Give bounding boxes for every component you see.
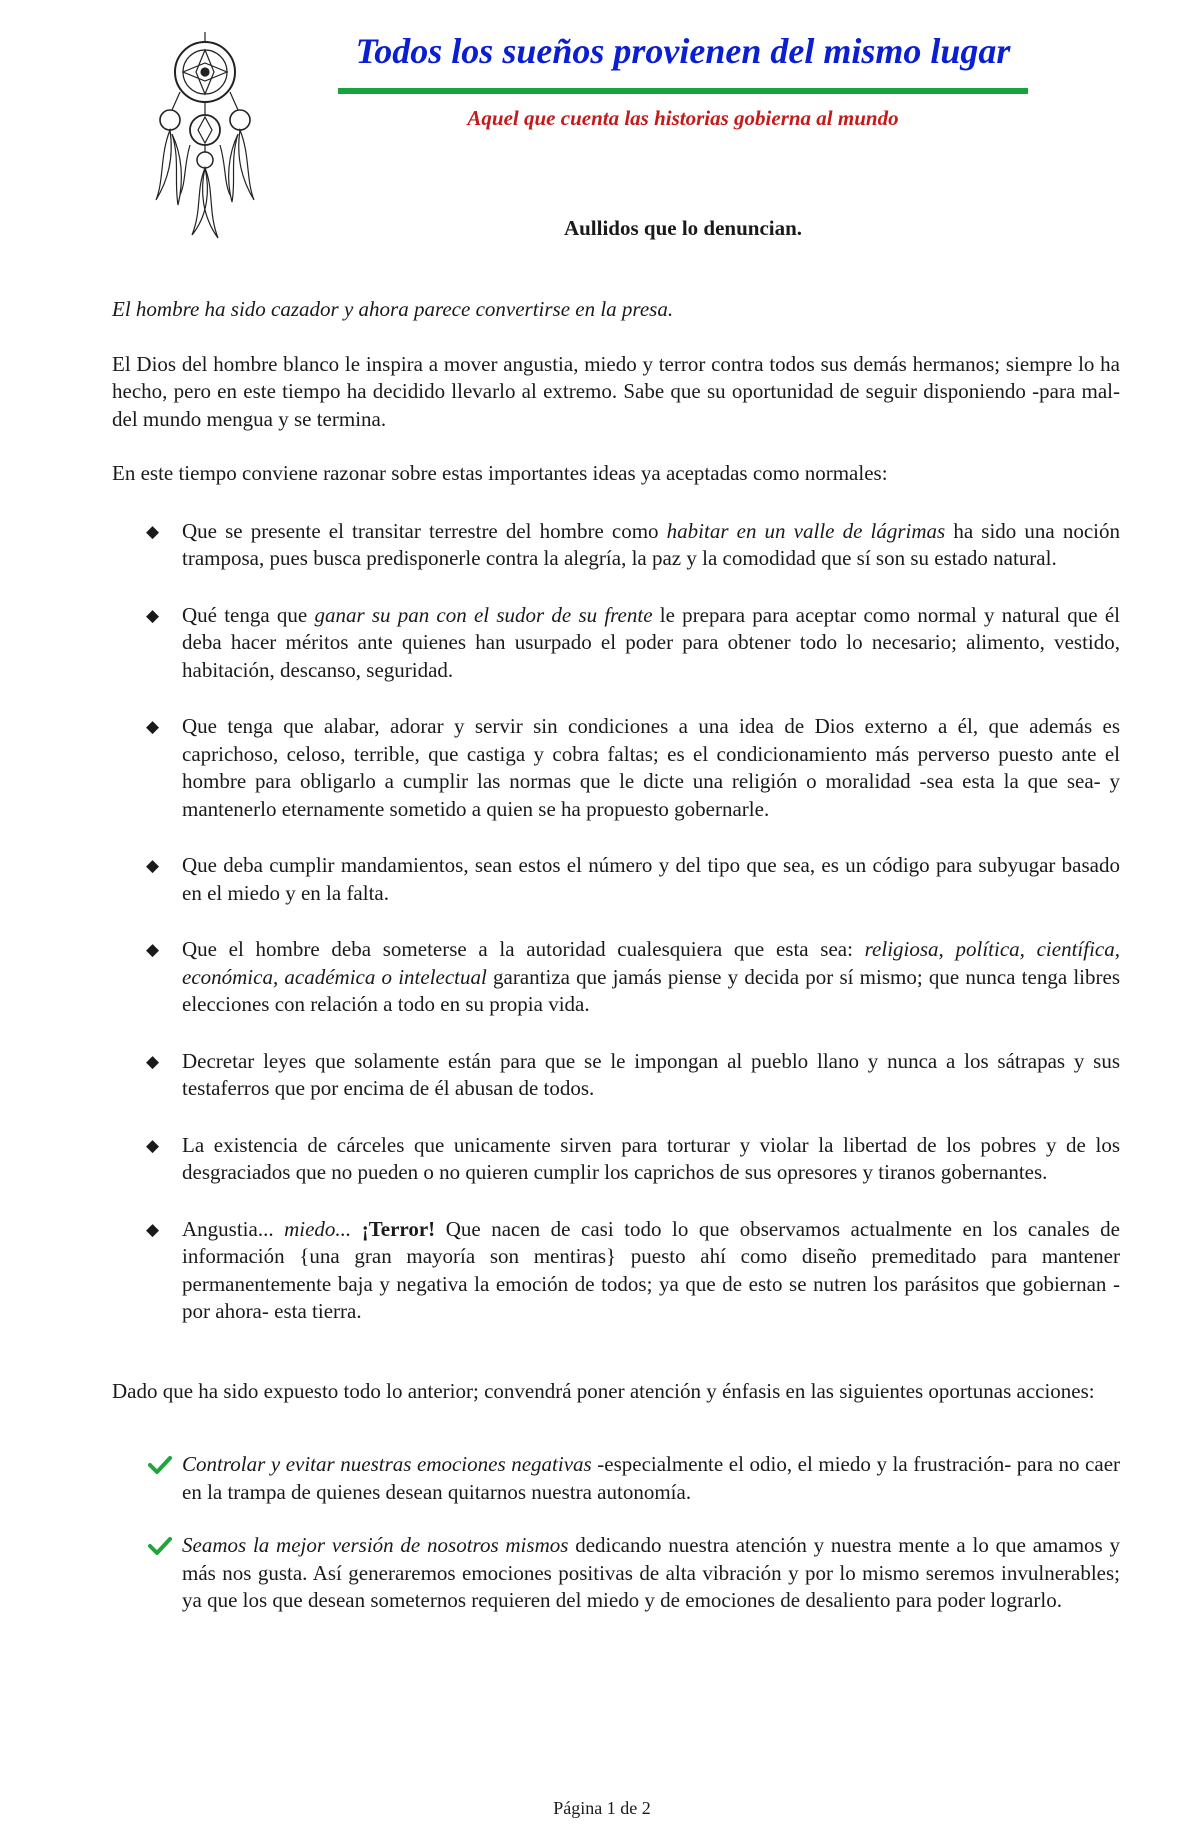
diamond-bullet-icon: ◆: [146, 1219, 160, 1239]
list-item: ◆ Que el hombre deba someterse a la autoridad cualesquiera que esta sea: religiosa, política, científica, económica, académica o intelectual garantiza que jamás piense y decida por sí mismo; que nunca tenga libres elecciones con relación a todo en su propia vida.: [146, 937, 1120, 1016]
intro-paragraph: El hombre ha sido cazador y ahora parece convertirse en la presa.: [112, 297, 674, 321]
list-item: ◆ Que deba cumplir mandamientos, sean estos el número y del tipo que sea, es un código para subyugar basado en el miedo y en la falta.: [146, 853, 1120, 905]
diamond-bullet-icon: ◆: [146, 1135, 160, 1155]
list-item: ◆ Qué tenga que ganar su pan con el sudor de su frente le prepara para aceptar como normal y natural que él deba hacer méritos ante quienes han usurpado el poder para obtener todo lo necesario; alimento, vestido, habitación, descanso, seguridad.: [146, 602, 1120, 682]
document-body: [112, 296, 1120, 1641]
diamond-bullet-icon: ◆: [146, 1051, 160, 1071]
site-tagline: Aquel que cuenta las historias gobierna al mundo: [467, 106, 899, 130]
list-item: ◆ Que tenga que alabar, adorar y servir sin condiciones a una idea de Dios externo a él, que además es caprichoso, celoso, terrible, que castiga y cobra faltas; es el condicionamiento más perverso puesto ante el hombre para obligarlo a cumplir las normas que le dicte una religión o moralidad -sea esta la que sea- y mantenerlo eternamente sometido a quien se ha propuesto gobernarle.: [146, 714, 1120, 821]
list-item: Seamos la mejor versión de nosotros mismos dedicando nuestra atención y nuestra mente a lo que amamos y más nos gusta. Así generaremos emociones positivas de alta vibración y por lo mismo seremos invulnerables; ya que los que desean someternos requieren del miedo y de emociones de desaliento para poder lograrlo.: [112, 1532, 1120, 1615]
list-item: ◆ La existencia de cárceles que unicamente sirven para torturar y violar la libertad de los pobres y de los desgraciados que no pueden o no quieren cumplir los caprichos de sus opresores y tiranos gobernantes.: [146, 1132, 1120, 1184]
list-item: ◆ Que se presente el transitar terrestre del hombre como habitar en un valle de lágrimas ha sido una noción tramposa, pues busca predisponerle contra la alegría, la paz y la comodidad que sí son su estado natural.: [146, 518, 1120, 570]
page-number: Página 1 de 2: [553, 1798, 651, 1818]
diamond-bullet-icon: ◆: [146, 856, 160, 875]
list-item: ◆ Decretar leyes que solamente están para que se le impongan al pueblo llano y nunca a los sátrapas y sus testaferros que por encima de él abusan de todos.: [146, 1048, 1120, 1100]
diamond-bullet-icon: ◆: [146, 521, 160, 541]
checkmark-icon: [148, 1537, 172, 1555]
checkmark-icon: [148, 1456, 172, 1474]
diamond-bullet-icon: ◆: [146, 940, 160, 959]
paragraph: Dado que ha sido expuesto todo lo anterior; convendrá poner atención y énfasis en las siguientes oportunas acciones:: [112, 1378, 1095, 1403]
ideas-list: [112, 518, 1120, 1326]
paragraph: El Dios del hombre blanco le inspira a mover angustia, miedo y terror contra todos sus demás hermanos; siempre lo ha hecho, pero en este tiempo ha decidido llevarlo al extremo. Sabe que su oportunidad de seguir disponiendo -para mal- del mundo mengua y se termina.: [112, 351, 1120, 431]
site-title: Todos los sueños provienen del mismo lugar: [355, 31, 1011, 71]
diamond-bullet-icon: ◆: [146, 717, 160, 736]
list-item: Controlar y evitar nuestras emociones negativas -especialmente el odio, el miedo y la frustración- para no caer en la trampa de quienes desean quitarnos nuestra autonomía.: [112, 1451, 1120, 1506]
actions-list: [112, 1451, 1120, 1615]
diamond-bullet-icon: ◆: [146, 605, 160, 625]
document-heading: Aullidos que lo denuncian.: [563, 216, 803, 240]
list-item: ◆ Angustia... miedo... ¡Terror! Que nacen de casi todo lo que observamos actualmente en los canales de información {una gran mayoría son mentiras} puesto ahí como diseño premeditado para mantener permanentemente baja y negativa la emoción de todos; ya que de esto se nutren los parásitos que gobiernan -por ahora- esta tierra.: [146, 1216, 1121, 1323]
title-divider: [338, 88, 1028, 94]
dreamcatcher-icon: [150, 30, 260, 245]
paragraph: En este tiempo conviene razonar sobre estas importantes ideas ya aceptadas como normales:: [112, 461, 888, 485]
